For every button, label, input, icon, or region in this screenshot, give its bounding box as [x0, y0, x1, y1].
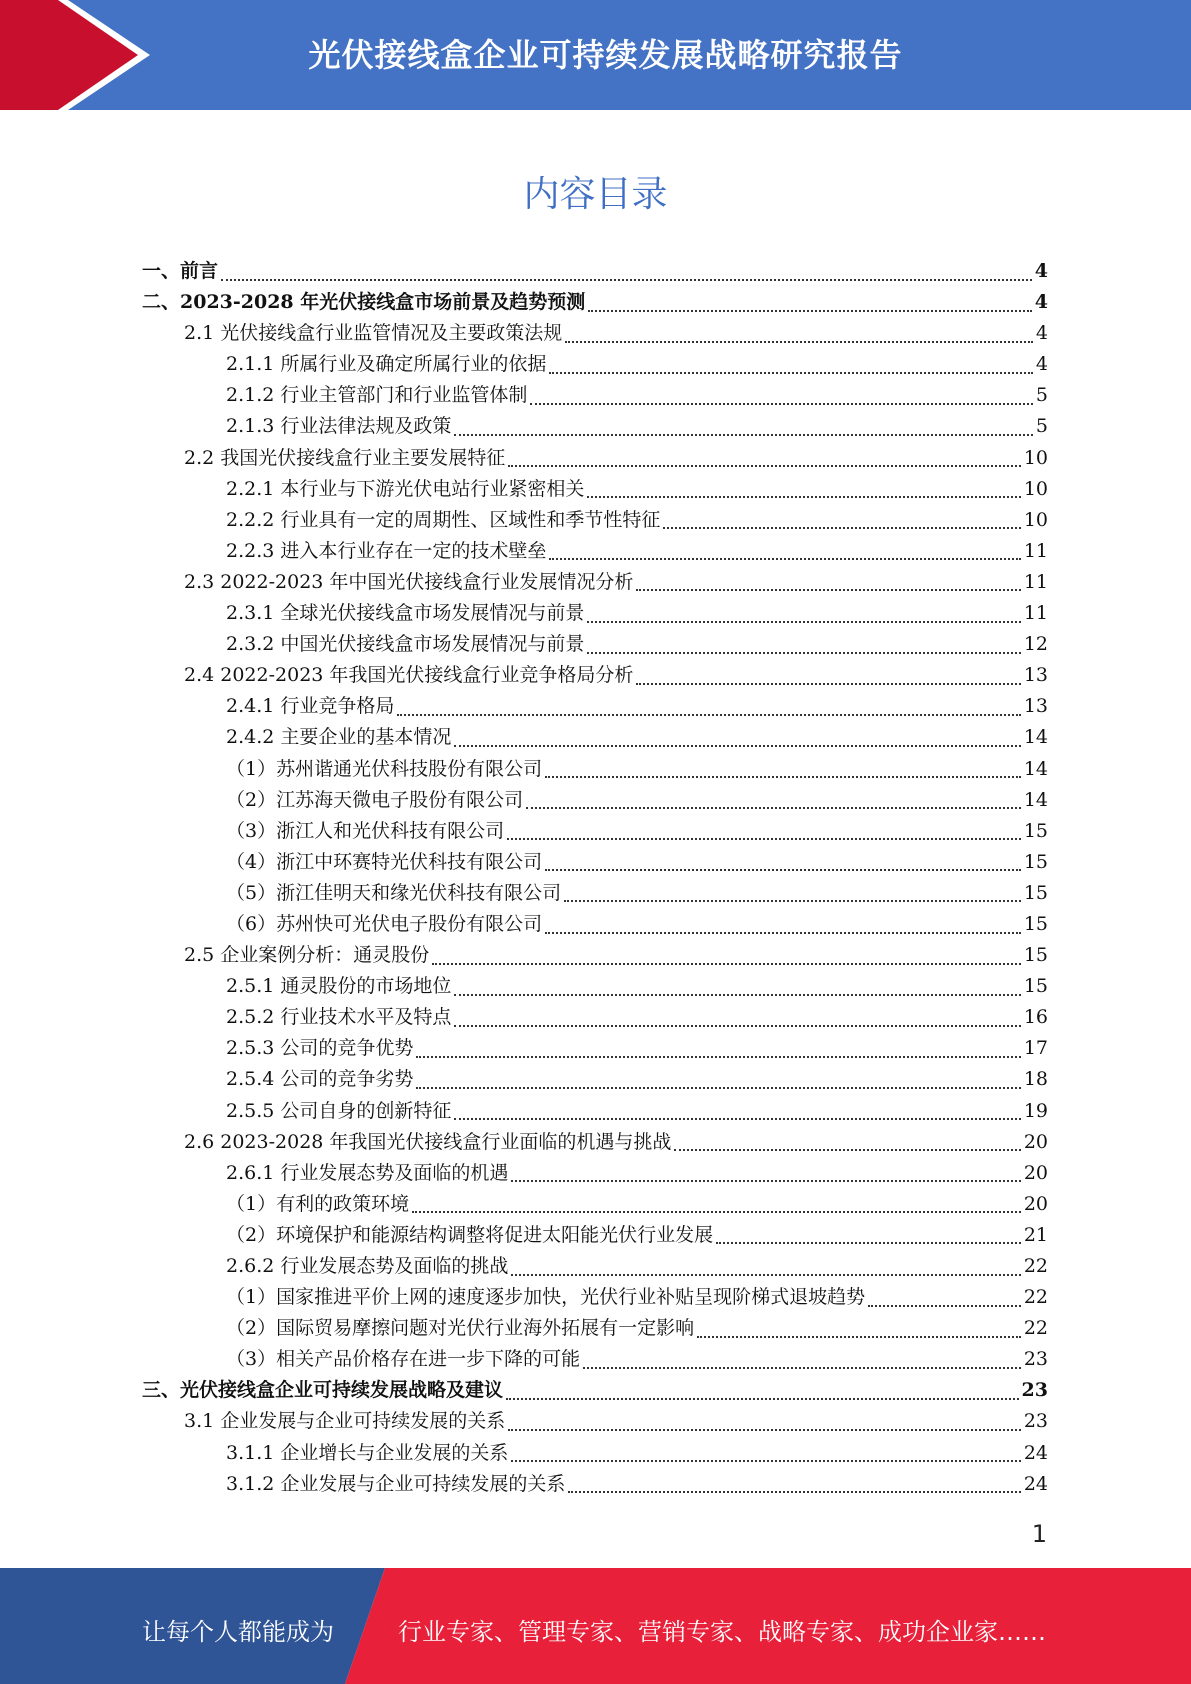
toc-dot-leader [549, 558, 1020, 560]
toc-entry[interactable] [142, 349, 1048, 380]
toc-entry-page: 11 [1023, 602, 1048, 625]
toc-dot-leader [454, 1118, 1020, 1120]
toc-entry-label: 2.4.1 行业竞争格局 [226, 695, 395, 718]
toc-entry-page: 19 [1023, 1099, 1048, 1122]
toc-entry[interactable] [142, 598, 1048, 629]
toc-dot-leader [716, 1242, 1021, 1244]
toc-entry[interactable] [142, 1064, 1048, 1095]
toc-dot-leader [508, 465, 1021, 467]
toc-entry-page: 15 [1023, 819, 1048, 842]
toc-entry-page: 11 [1023, 570, 1048, 593]
toc-entry-page: 10 [1023, 446, 1048, 469]
toc-entry-label: 2.5.1 通灵股份的市场地位 [226, 975, 452, 998]
toc-entry-page: 24 [1023, 1472, 1048, 1495]
toc-entry[interactable] [142, 940, 1048, 971]
footer-slogan-right: 行业专家、管理专家、营销专家、战略专家、成功企业家…… [398, 1618, 1046, 1646]
toc-dot-leader [511, 1274, 1020, 1276]
toc-entry-label: （1）苏州谐通光伏科技股份有限公司 [226, 757, 543, 780]
toc-dot-leader [397, 714, 1020, 716]
toc-entry-label: 2.6 2023-2028 年我国光伏接线盒行业面临的机遇与挑战 [184, 1130, 672, 1153]
toc-entry-label: 2.1.1 所属行业及确定所属行业的依据 [226, 353, 547, 376]
toc-dot-leader [674, 1149, 1020, 1151]
toc-entry-page: 15 [1023, 944, 1048, 967]
toc-entry[interactable] [142, 629, 1048, 660]
toc-entry[interactable] [142, 816, 1048, 847]
toc-entry-label: 2.5.4 公司的竞争劣势 [226, 1068, 414, 1091]
toc-entry-label: （3）相关产品价格存在进一步下降的可能 [226, 1348, 581, 1371]
toc-entry-label: 2.6.1 行业发展态势及面临的机遇 [226, 1161, 509, 1184]
toc-entry[interactable] [142, 443, 1048, 474]
toc-dot-leader [526, 807, 1021, 809]
toc-entry[interactable] [142, 1002, 1048, 1033]
toc-dot-leader [454, 434, 1033, 436]
toc-entry[interactable] [142, 318, 1048, 349]
toc-dot-leader [416, 1056, 1020, 1058]
toc-dot-leader [564, 900, 1021, 902]
toc-dot-leader [530, 403, 1033, 405]
toc-entry-label: 2.1.3 行业法律法规及政策 [226, 415, 452, 438]
toc-entry-label: 2.6.2 行业发展态势及面临的挑战 [226, 1255, 509, 1277]
toc-entry-label: 一、前言 [142, 260, 219, 282]
toc-entry-page: 24 [1023, 1441, 1048, 1464]
toc-dot-leader [432, 963, 1021, 965]
toc-dot-leader [221, 279, 1032, 281]
toc-entry[interactable] [142, 1375, 1048, 1406]
toc-dot-leader [545, 932, 1021, 934]
toc-dot-leader [412, 1211, 1021, 1213]
toc-entry[interactable] [142, 878, 1048, 909]
toc-entry[interactable] [142, 754, 1048, 785]
toc-dot-leader [454, 745, 1020, 747]
toc-dot-leader [545, 776, 1021, 778]
toc-entry-page: 20 [1023, 1192, 1048, 1215]
toc-heading: 内容目录 [523, 174, 668, 215]
toc-entry-page: 14 [1023, 788, 1048, 811]
toc-entry-page: 4 [1035, 353, 1048, 376]
footer-slogan-left: 让每个人都能成为 [142, 1618, 334, 1646]
toc-entry-label: （3）浙江人和光伏科技有限公司 [226, 819, 505, 842]
toc-entry[interactable] [142, 1189, 1048, 1220]
toc-entry-page: 10 [1023, 477, 1048, 500]
toc-dot-leader [416, 1087, 1020, 1089]
toc-entry[interactable] [142, 287, 1048, 318]
toc-entry-page: 17 [1023, 1037, 1048, 1060]
report-title: 光伏接线盒企业可持续发展战略研究报告 [308, 36, 903, 74]
toc-entry-page: 23 [1023, 1348, 1048, 1371]
toc-entry-page: 15 [1023, 850, 1048, 873]
toc-dot-leader [663, 527, 1020, 529]
toc-dot-leader [511, 1180, 1020, 1182]
toc-entry-label: 二、2023-2028 年光伏接线盒市场前景及趋势预测 [142, 291, 586, 314]
toc-entry-page: 22 [1023, 1286, 1048, 1309]
toc-dot-leader [636, 589, 1020, 591]
toc-entry-label: 3.1.2 企业发展与企业可持续发展的关系 [226, 1472, 566, 1495]
page-header-band [0, 0, 1191, 110]
toc-entry-page: 16 [1023, 1006, 1048, 1029]
toc-dot-leader [511, 1460, 1020, 1462]
toc-dot-leader [508, 1429, 1021, 1431]
toc-entry-label: （1）国家推进平价上网的速度逐步加快，光伏行业补贴呈现阶梯式退坡趋势 [226, 1286, 866, 1309]
toc-entry-label: 2.1 光伏接线盒行业监管情况及主要政策法规 [184, 322, 563, 345]
toc-entry-label: （6）苏州快可光伏电子股份有限公司 [226, 912, 543, 935]
toc-dot-leader [506, 1398, 1019, 1400]
toc-entry[interactable] [142, 1313, 1048, 1344]
toc-entry-label: 三、光伏接线盒企业可持续发展战略及建议 [142, 1379, 504, 1402]
toc-entry-label: 2.2 我国光伏接线盒行业主要发展特征 [184, 446, 506, 469]
toc-entry[interactable] [142, 505, 1048, 536]
toc-entry-label: 2.4.2 主要企业的基本情况 [226, 726, 452, 749]
toc-entry-label: 2.5 企业案例分析：通灵股份 [184, 944, 430, 967]
toc-entry-page: 10 [1023, 508, 1048, 531]
toc-entry-page: 14 [1023, 726, 1048, 749]
toc-entry[interactable] [142, 660, 1048, 691]
toc-entry-label: 2.2.3 进入本行业存在一定的技术壁垒 [226, 539, 547, 562]
toc-entry-label: 3.1 企业发展与企业可持续发展的关系 [184, 1410, 506, 1433]
toc-entry[interactable] [142, 1469, 1048, 1500]
toc-entry-page: 20 [1023, 1130, 1048, 1153]
toc-entry[interactable] [142, 971, 1048, 1002]
toc-entry-label: （2）江苏海天微电子股份有限公司 [226, 788, 524, 811]
toc-dot-leader [587, 652, 1020, 654]
toc-entry[interactable] [142, 1220, 1048, 1251]
toc-entry[interactable] [142, 1033, 1048, 1064]
toc-entry-label: （4）浙江中环赛特光伏科技有限公司 [226, 850, 543, 873]
toc-dot-leader [697, 1336, 1021, 1338]
toc-entry-label: 2.1.2 行业主管部门和行业监管体制 [226, 384, 528, 407]
toc-entry-page: 4 [1034, 260, 1048, 282]
toc-dot-leader [454, 1025, 1020, 1027]
toc-entry-page: 23 [1023, 1410, 1048, 1433]
toc-entry[interactable] [142, 909, 1048, 940]
toc-dot-leader [507, 838, 1021, 840]
toc-dot-leader [454, 994, 1020, 996]
toc-entry-label: （5）浙江佳明天和缘光伏科技有限公司 [226, 881, 562, 904]
toc-entry-page: 15 [1023, 881, 1048, 904]
toc-entry-label: 2.3.2 中国光伏接线盒市场发展情况与前景 [226, 633, 585, 656]
toc-entry[interactable] [142, 1127, 1048, 1158]
page-number: 1 [1031, 1520, 1047, 1548]
toc-entry[interactable] [142, 691, 1048, 722]
toc-entry[interactable] [142, 722, 1048, 753]
toc-entry[interactable] [142, 536, 1048, 567]
toc-entry-page: 12 [1023, 633, 1048, 656]
toc-entry-label: 2.2.1 本行业与下游光伏电站行业紧密相关 [226, 477, 585, 500]
toc-entry[interactable] [142, 411, 1048, 442]
toc-dot-leader [583, 1367, 1021, 1369]
toc-entry-page: 14 [1023, 757, 1048, 780]
toc-dot-leader [587, 496, 1020, 498]
page-footer-band [0, 1568, 1191, 1684]
toc-entry-label: 3.1.1 企业增长与企业发展的关系 [226, 1441, 509, 1464]
toc-entry-page: 13 [1023, 695, 1048, 718]
toc-dot-leader [565, 341, 1033, 343]
toc-entry-page: 4 [1035, 322, 1048, 345]
toc-entry-page: 22 [1023, 1317, 1048, 1340]
toc-entry-page: 5 [1035, 415, 1048, 438]
toc-entry[interactable] [142, 1406, 1048, 1437]
table-of-contents [142, 256, 1048, 1500]
toc-entry-label: 2.3 2022-2023 年中国光伏接线盒行业发展情况分析 [184, 570, 634, 593]
toc-dot-leader [545, 869, 1021, 871]
toc-entry[interactable] [142, 256, 1048, 287]
toc-entry-label: （1）有利的政策环境 [226, 1192, 410, 1215]
toc-entry-label: （2）国际贸易摩擦问题对光伏行业海外拓展有一定影响 [226, 1317, 695, 1340]
toc-entry-page: 21 [1023, 1223, 1048, 1246]
toc-entry-label: 2.5.5 公司自身的创新特征 [226, 1099, 452, 1122]
toc-entry-label: （2）环境保护和能源结构调整将促进太阳能光伏行业发展 [226, 1223, 714, 1246]
toc-entry-page: 11 [1023, 539, 1048, 562]
toc-entry-label: 2.5.3 公司的竞争优势 [226, 1037, 414, 1060]
toc-entry-page: 15 [1023, 912, 1048, 935]
toc-entry[interactable] [142, 567, 1048, 598]
toc-entry-label: 2.3.1 全球光伏接线盒市场发展情况与前景 [226, 602, 585, 625]
toc-dot-leader [549, 372, 1033, 374]
toc-entry[interactable] [142, 847, 1048, 878]
toc-entry-page: 23 [1021, 1379, 1048, 1402]
toc-dot-leader [588, 310, 1032, 312]
toc-entry-label: 2.2.2 行业具有一定的周期性、区域性和季节性特征 [226, 508, 661, 531]
toc-dot-leader [568, 1491, 1020, 1493]
toc-entry[interactable] [142, 1158, 1048, 1189]
toc-entry-page: 4 [1034, 291, 1048, 314]
toc-entry-page: 20 [1023, 1161, 1048, 1184]
toc-entry-page: 15 [1023, 975, 1048, 998]
toc-entry[interactable] [142, 785, 1048, 816]
toc-entry[interactable] [142, 1344, 1048, 1375]
toc-dot-leader [587, 621, 1020, 623]
toc-entry[interactable] [142, 1251, 1048, 1282]
toc-entry-page: 13 [1023, 664, 1048, 687]
toc-entry[interactable] [142, 474, 1048, 505]
toc-entry-page: 5 [1035, 384, 1048, 407]
toc-entry-page: 18 [1023, 1068, 1048, 1091]
toc-entry-label: 2.5.2 行业技术水平及特点 [226, 1006, 452, 1029]
toc-entry-label: 2.4 2022-2023 年我国光伏接线盒行业竞争格局分析 [184, 664, 634, 687]
toc-entry[interactable] [142, 1438, 1048, 1469]
toc-dot-leader [868, 1305, 1021, 1307]
toc-entry[interactable] [142, 1096, 1048, 1127]
toc-entry-page: 22 [1023, 1255, 1048, 1277]
toc-dot-leader [636, 683, 1020, 685]
toc-entry[interactable] [142, 380, 1048, 411]
toc-entry[interactable] [142, 1282, 1048, 1313]
